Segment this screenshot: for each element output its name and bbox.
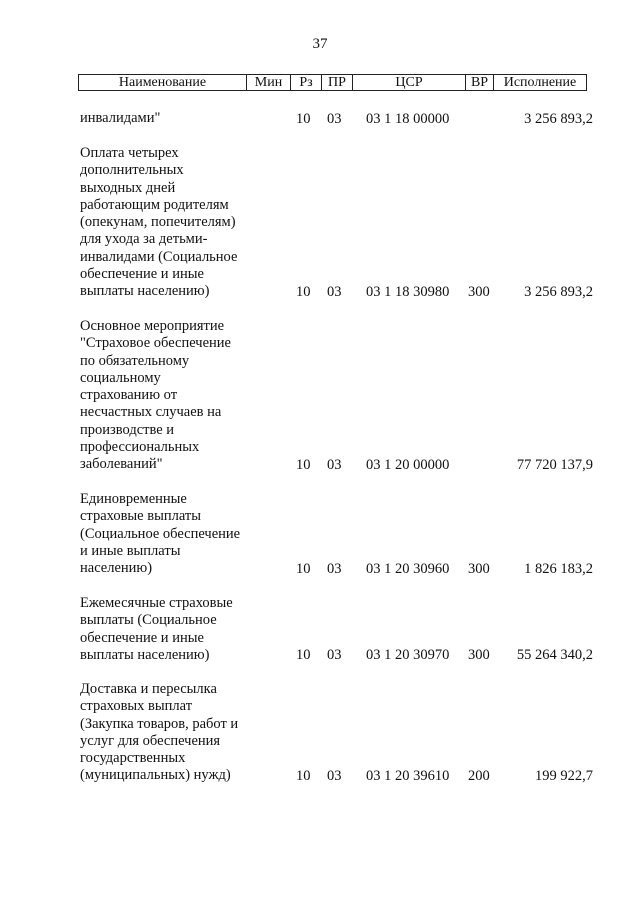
header-pr: ПР xyxy=(322,75,353,91)
row-rz: 10 xyxy=(296,283,311,300)
table-header xyxy=(78,74,587,91)
header-min: Мин xyxy=(247,75,291,91)
row-name: инвалидами" xyxy=(80,110,161,126)
row-pr: 03 xyxy=(327,110,342,127)
row-csr: 03 1 20 39610 xyxy=(366,767,450,784)
header-rz: Рз xyxy=(291,75,322,91)
header-vr: ВР xyxy=(466,75,494,91)
row-pr: 03 xyxy=(327,456,342,473)
row-pr: 03 xyxy=(327,767,342,784)
row-name: Оплата четырех дополнительных выходных дней работающим родителям (опекунам, попечителям) для ухода за детьми- инвалидами (Социальное обеспечение и иные выплаты населению) xyxy=(80,145,238,300)
row-name: Единовременные страховые выплаты (Социальное обеспечение и иные выплаты населению) xyxy=(80,491,241,577)
row-vr: 300 xyxy=(468,283,490,300)
row-csr: 03 1 18 00000 xyxy=(366,110,450,127)
table-row xyxy=(0,491,640,578)
table-row xyxy=(0,681,640,785)
row-vr: 300 xyxy=(468,560,490,577)
row-vr: 200 xyxy=(468,767,490,784)
table-row xyxy=(0,110,640,128)
header-csr: ЦСР xyxy=(353,75,466,91)
header-amount: Исполнение xyxy=(494,75,587,91)
table-row xyxy=(0,318,640,474)
row-csr: 03 1 18 30980 xyxy=(366,283,450,300)
table-row xyxy=(0,145,640,301)
row-amount: 199 922,7 xyxy=(535,767,593,784)
row-csr: 03 1 20 00000 xyxy=(366,456,450,473)
row-amount: 55 264 340,2 xyxy=(516,646,593,663)
row-amount: 1 826 183,2 xyxy=(524,560,593,577)
row-pr: 03 xyxy=(327,560,342,577)
page-number: 37 xyxy=(312,36,328,52)
table-row xyxy=(0,595,640,664)
row-name: Ежемесячные страховые выплаты (Социальное обеспечение и иные выплаты населению) xyxy=(80,595,233,663)
row-amount: 3 256 893,2 xyxy=(524,110,593,127)
row-amount: 77 720 137,9 xyxy=(516,456,593,473)
row-rz: 10 xyxy=(296,646,311,663)
row-rz: 10 xyxy=(296,110,311,127)
row-rz: 10 xyxy=(296,767,311,784)
header-name: Наименование xyxy=(79,75,247,91)
row-rz: 10 xyxy=(296,456,311,473)
row-pr: 03 xyxy=(327,283,342,300)
row-vr: 300 xyxy=(468,646,490,663)
row-amount: 3 256 893,2 xyxy=(524,283,593,300)
row-name: Основное мероприятие "Страховое обеспечение по обязательному социальному страхованию от несчастных случаев на производстве и профессиональных заболеваний" xyxy=(80,318,231,473)
row-csr: 03 1 20 30970 xyxy=(366,646,450,663)
row-csr: 03 1 20 30960 xyxy=(366,560,450,577)
row-pr: 03 xyxy=(327,646,342,663)
row-name: Доставка и пересылка страховых выплат (Закупка товаров, работ и услуг для обеспечения государственных (муниципальных) нужд) xyxy=(80,681,239,784)
row-rz: 10 xyxy=(296,560,311,577)
